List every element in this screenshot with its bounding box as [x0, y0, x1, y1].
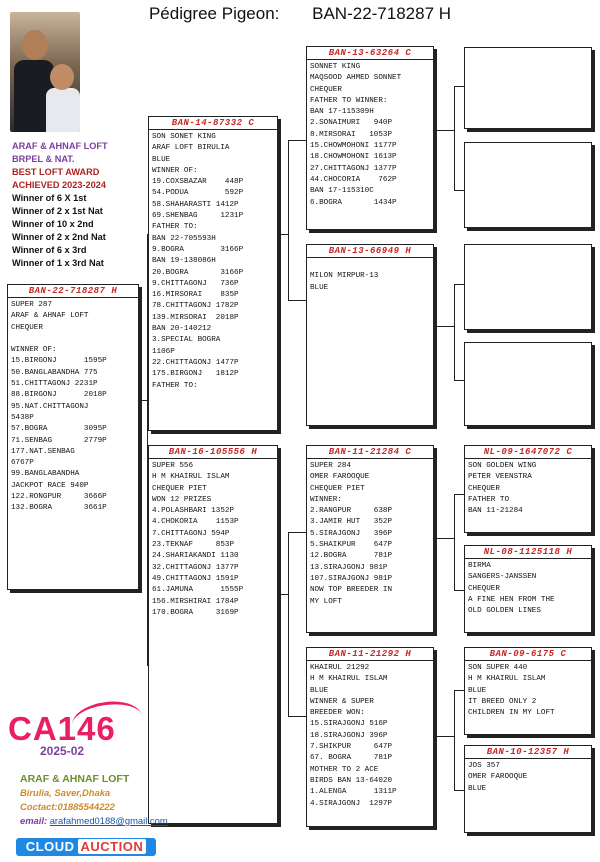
contact-name: ARAF & AHNAF LOFT: [20, 773, 130, 785]
logo-code: CA146: [8, 710, 116, 747]
award-block: [12, 140, 108, 270]
connector-line: [288, 140, 306, 141]
ring-number: BAN-13-66949 H: [307, 245, 433, 258]
award-win: Winner of 2 x 1st Nat: [12, 206, 103, 216]
pigeon-details: JOS 357 OMER FAROOQUE BLUE: [468, 762, 528, 793]
ring-number: BAN-10-12357 H: [465, 746, 591, 759]
award-year: ACHIEVED 2023-2024: [12, 180, 106, 190]
contact-place: Birulia, Saver,Dhaka: [20, 787, 111, 798]
pigeon-details: SON GOLDEN WING PETER VEENSTRA CHEQUER FATHER TO BAN 11-21284: [468, 462, 537, 516]
connector-line: [288, 300, 306, 301]
pedigree-box-dam-dam-dam: [464, 745, 592, 833]
pedigree-box-dam-sire-sire: [464, 445, 592, 533]
connector-line: [454, 86, 455, 190]
owner-photo: [10, 12, 80, 132]
connector-line: [454, 86, 464, 87]
pedigree-box-dam-dam-sire: [464, 647, 592, 735]
award-win: Winner of 6 X 1st: [12, 193, 87, 203]
pedigree-box-subject: [7, 284, 139, 590]
connector-line: [454, 190, 464, 191]
contact-email-link[interactable]: arafahmed0188@gmail.com: [49, 815, 168, 826]
connector-line: [454, 380, 464, 381]
pedigree-box-sire: [148, 116, 278, 431]
pigeon-details: SONNET KING MAQSOOD AHMED SONNET CHEQUER FATHER TO WINNER: BAN 17-115309H 2.SONAIMURI 940P 8.MIRSORAI 1053P 15.CHOWMOHONI 1177P 18.CHOWMOHONI 1613P 27.CHITTAGONJ 1377P 44.CHOCORIA 762P BAN 17-115310C 6.BOGRA 1434P: [310, 63, 402, 207]
connector-line: [454, 284, 455, 380]
pedigree-box-dam-sire-dam: [464, 545, 592, 633]
pedigree-box-dam-sire: [306, 445, 434, 633]
page-title: [0, 4, 600, 24]
connector-line: [432, 736, 454, 737]
pedigree-box-sire-dam: [306, 244, 434, 426]
connector-line: [288, 532, 306, 533]
ring-number: NL-09-1647072 C: [465, 446, 591, 459]
pedigree-box-empty: [464, 244, 592, 330]
connector-line: [432, 538, 454, 539]
award-loft: ARAF & AHNAF LOFT: [12, 141, 108, 151]
award-win: Winner of 1 x 3rd Nat: [12, 258, 104, 268]
award-win: Winner of 10 x 2nd: [12, 219, 94, 229]
connector-line: [454, 690, 464, 691]
connector-line: [454, 790, 464, 791]
pedigree-box-empty: [464, 142, 592, 228]
ring-number: BAN-22-718287 H: [8, 285, 138, 298]
pigeon-details: KHAIRUL 21292 H M KHAIRUL ISLAM BLUE WINNER & SUPER BREEDER WON: 15.SIRAJGONJ 516P 18.SIRAJGONJ 396P 7.SHIKPUR 647P 67. BOGRA 781P MOTHER TO 2 ACE BIRDS BAN 13-64020 1.ALENGA 1311P 4.SIRAJGONJ 1297P: [310, 664, 397, 808]
pedigree-box-dam: [148, 445, 278, 824]
brand-part2: AUCTION: [78, 839, 147, 854]
ring-number: BAN-11-21292 H: [307, 648, 433, 661]
ring-number: BAN-13-63264 C: [307, 47, 433, 60]
pedigree-box-empty: [464, 342, 592, 426]
pigeon-details: SUPER 556 H M KHAIRUL ISLAM CHEQUER PIET WON 12 PRIZES 4.POLASHBARI 1352P 4.CHOKORIA 1153P 7.CHITTAGONJ 594P 23.TEKNAF 853P 24.SHARIAKANDI 1130 32.CHITTAGONJ 1377P 49.CHITTAGONJ 1591P 61.JAMUNA 1555P 156.MIRSHIRAI 1784P 170.BOGRA 3169P: [152, 462, 244, 617]
pedigree-box-empty: [464, 47, 592, 129]
ring-number: BAN-14-87332 C: [149, 117, 277, 130]
pigeon-details: SUPER 284 OMER FAROOQUE CHEQUER PIET WINNER: 2.RANGPUR 638P 3.JAMIR HUT 352P 5.SIRAJGONJ 396P 5.SHAIKPUR 647P 12.BOGRA 781P 13.SIRAJGONJ 981P 107.SIRAJGONJ 981P NOW TOP BREEDER IN MY LOFT: [310, 462, 393, 606]
pedigree-box-sire-sire: [306, 46, 434, 230]
connector-line: [288, 532, 289, 716]
brand-part1: CLOUD: [25, 839, 75, 854]
title-label: Pédigree Pigeon:: [148, 4, 280, 23]
ring-number: BAN-09-6175 C: [465, 648, 591, 661]
connector-line: [454, 494, 464, 495]
ring-number: BAN-11-21284 C: [307, 446, 433, 459]
connector-line: [454, 494, 455, 590]
logo-year: 2025-02: [40, 744, 85, 758]
connector-line: [288, 716, 306, 717]
pigeon-details: MILON MIRPUR-13 BLUE: [310, 272, 379, 292]
connector-line: [432, 130, 454, 131]
award-brpel: BRPEL & NAT.: [12, 154, 75, 164]
contact-phone: Coctact:01885544222: [20, 801, 115, 812]
award-win: Winner of 6 x 3rd: [12, 245, 87, 255]
ring-number: NL-08-1125118 H: [465, 546, 591, 559]
award-win: Winner of 2 x 2nd Nat: [12, 232, 106, 242]
auction-logo: [6, 702, 146, 764]
pigeon-details: SON SONET KING ARAF LOFT BIRULIA BLUE WINNER OF: 19.COXSBAZAR 448P 54.PODUA 592P 58.SHAHARASTI 1412P 69.SHENBAG 1231P FATHER TO: BAN 22-705593H 9.BOGRA 3166P BAN 19-138086H 20.BOGRA 3166P 9.CHITTAGONJ 736P 16.MIRSORAI 835P 78.CHITTAGONJ 1782P 139.MIRSORAI 2018P BAN 20-140212 3.SPECIAL BOGRA 1106P 22.CHITTAGONJ 1477P 175.BIRGONJ 1812P FATHER TO:: [152, 133, 244, 390]
connector-line: [454, 690, 455, 790]
connector-line: [454, 284, 464, 285]
ring-number: BAN-16-105556 H: [149, 446, 277, 459]
pedigree-box-dam-dam: [306, 647, 434, 827]
award-best-loft: BEST LOFT AWARD: [12, 167, 100, 177]
title-ring: BAN-22-718287 H: [312, 4, 452, 23]
connector-line: [454, 590, 464, 591]
connector-line: [432, 326, 454, 327]
pigeon-details: BIRMA SANGERS-JANSSEN CHEQUER A FINE HEN FROM THE OLD GOLDEN LINES: [468, 562, 555, 616]
contact-block: [20, 772, 168, 828]
pigeon-details: SUPER 287 ARAF & AHNAF LOFT CHEQUER WINNER OF: 15.BIRGONJ 1595P 50.BANGLABANDHA 775 51.CHITTAGONJ 2231P 88.BIRGONJ 2018P 95.NAT.CHITTAGONJ 5438P 57.BOGRA 3095P 71.SENBAG 2779P 177.NAT.SENBAG 6767P 99.BANGLABANDHA JACKPOT RACE 940P 122.RONGPUR 3666P 132.BOGRA 3661P: [11, 301, 107, 513]
pigeon-details: SON SUPER 440 H M KHAIRUL ISLAM BLUE IT BREED ONLY 2 CHILDREN IN MY LOFT: [468, 664, 555, 718]
cloud-auction-brand: [16, 838, 156, 856]
contact-email-label: email:: [20, 815, 48, 826]
connector-line: [288, 140, 289, 300]
